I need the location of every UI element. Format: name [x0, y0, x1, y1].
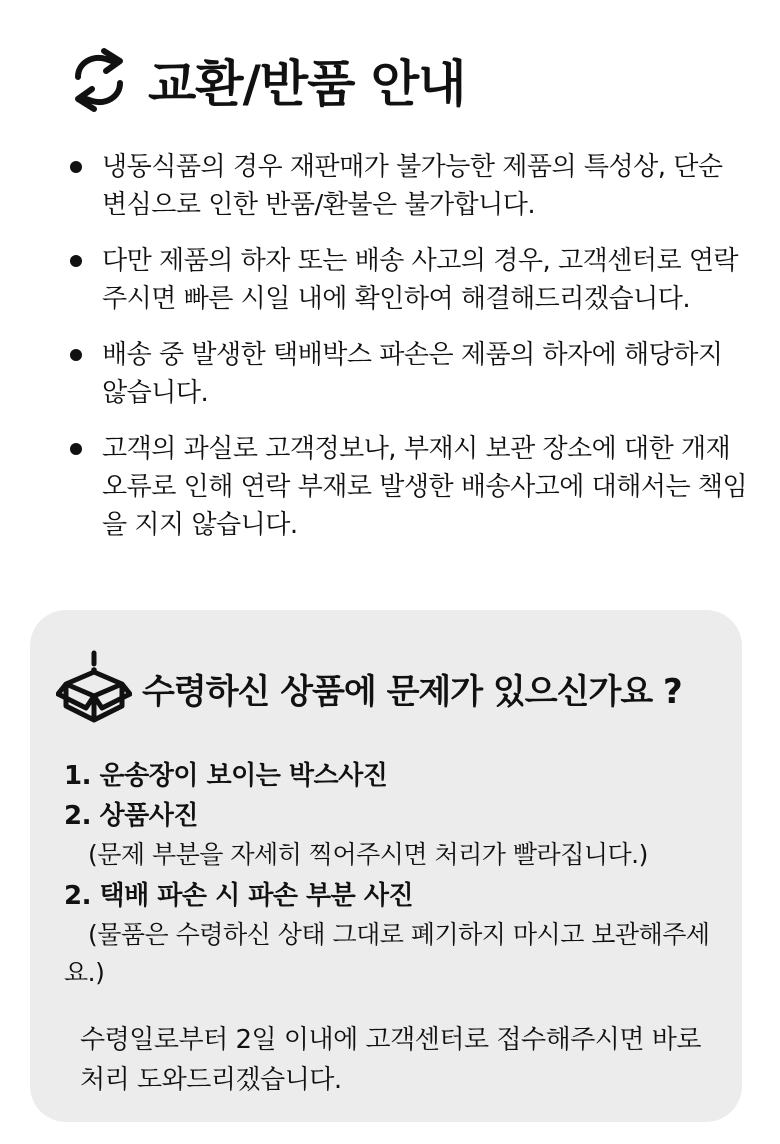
step-title: 2. 상품사진 [64, 801, 198, 831]
closing-note: 수령일로부터 2일 이내에 고객센터로 접수해주시면 바로 처리 도와드리겠습니다. [80, 1025, 702, 1095]
package-alert-icon [56, 650, 132, 726]
notice-item: 고객의 과실로 고객정보나, 부재시 보관 장소에 대한 개재 오류로 인해 연락 부재로 발생한 배송사고에 대해서는 책임을 지지 않습니다. [68, 430, 748, 544]
step-note: (문제 부분을 자세히 찍어주시면 처리가 빨라집니다.) [88, 840, 648, 869]
issue-panel [30, 610, 742, 1122]
notice-item: 다만 제품의 하자 또는 배송 사고의 경우, 고객센터로 연락주시면 빠른 시일 내에 확인하여 해결해드리겠습니다. [68, 242, 748, 318]
notice-list [68, 148, 748, 562]
notice-item: 배송 중 발생한 택배박스 파손은 제품의 하자에 해당하지 않습니다. [68, 336, 748, 412]
page-title: 교환/반품 안내 [148, 55, 466, 113]
step-note: (물품은 수령하신 상태 그대로 폐기하지 마시고 보관해주세요.) [64, 920, 710, 987]
exchange-arrows-icon [64, 45, 134, 115]
issue-panel-title: 수령하신 상품에 문제가 있으신가요 ? [142, 671, 682, 712]
page-header [64, 40, 465, 120]
issue-panel-header [56, 650, 682, 726]
photo-steps [64, 756, 724, 994]
step-title: 1. 운송장이 보이는 박스사진 [64, 761, 388, 791]
notice-item: 냉동식품의 경우 재판매가 불가능한 제품의 특성상, 단순 변심으로 인한 반품/환불은 불가합니다. [68, 148, 748, 224]
step-title: 2. 택배 파손 시 파손 부분 사진 [64, 881, 414, 911]
